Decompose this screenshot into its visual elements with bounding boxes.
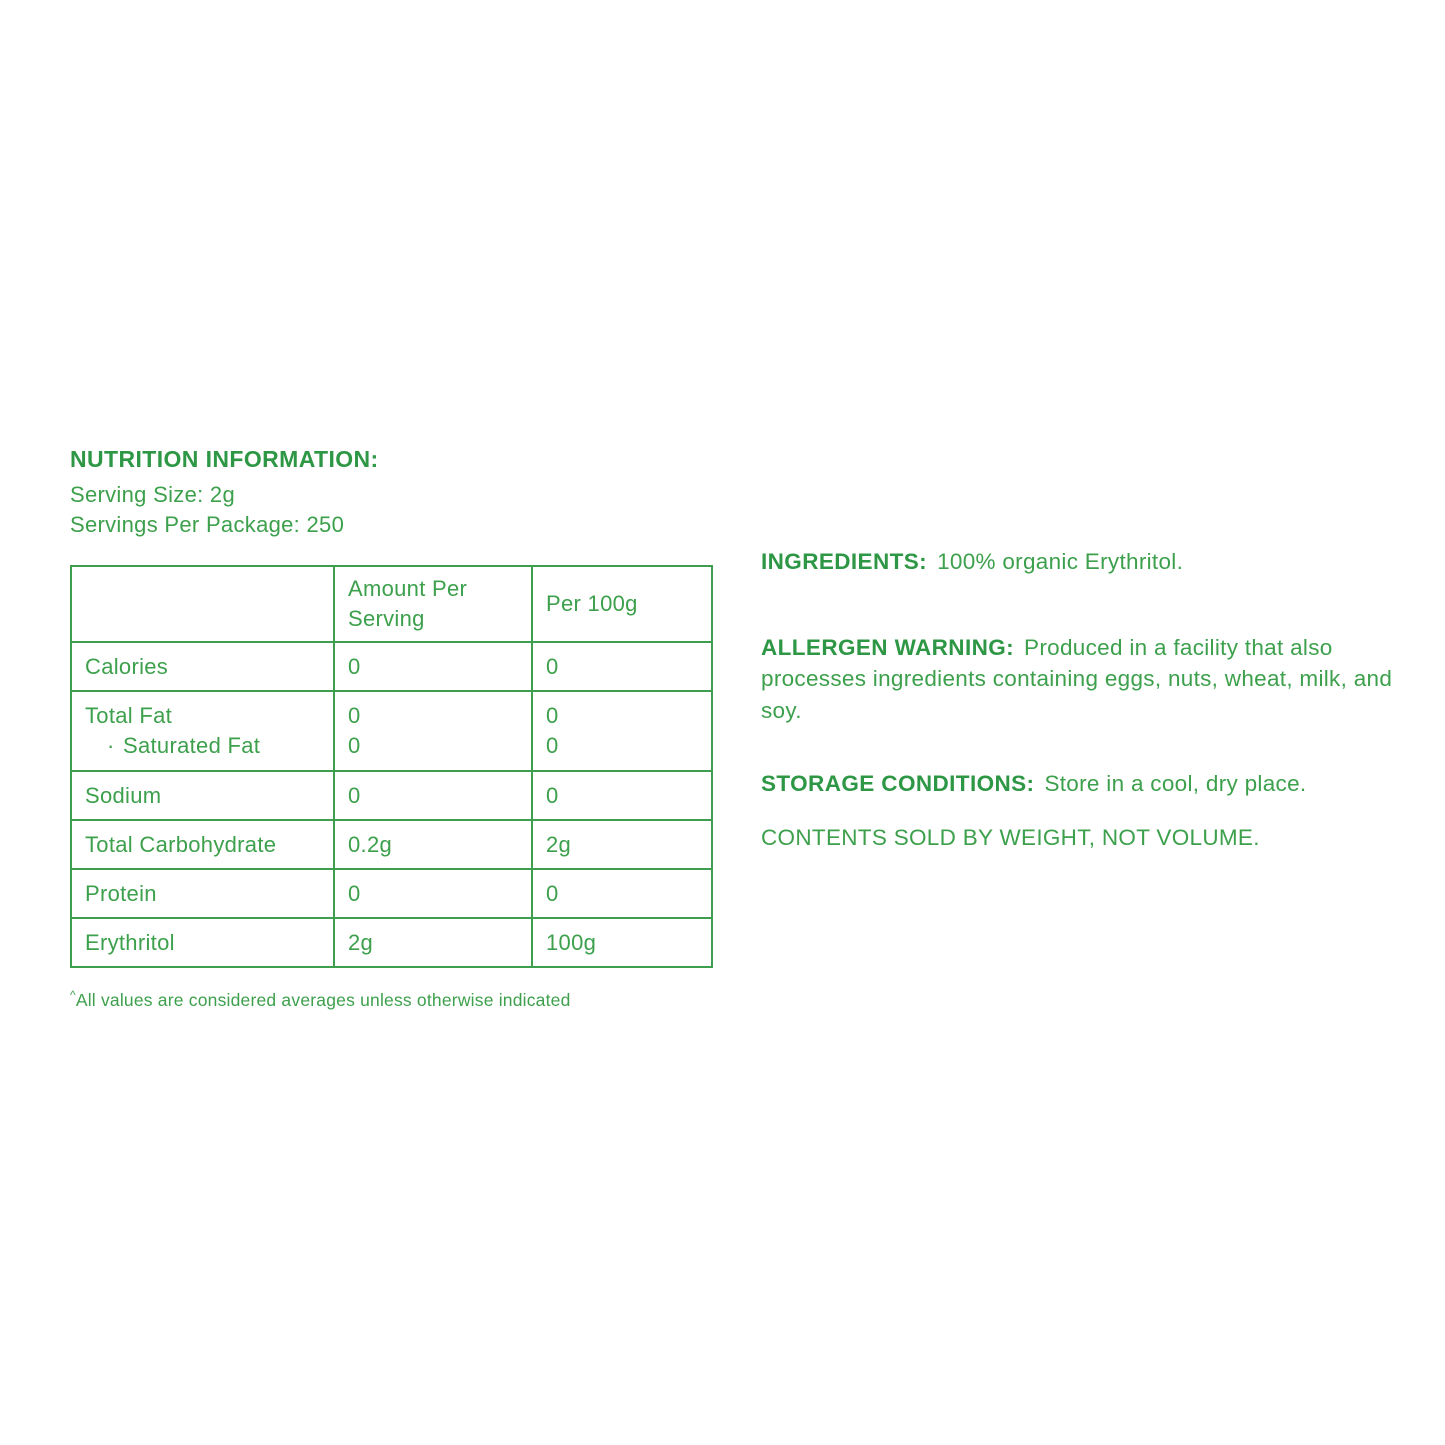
info-panel — [761, 546, 1401, 876]
allergen-block — [761, 632, 1401, 727]
storage-heading: STORAGE CONDITIONS: — [761, 771, 1035, 796]
row-sub-per100g: 0 — [546, 733, 559, 758]
row-amount: 0 — [334, 642, 532, 691]
row-per100g: 0 — [532, 869, 712, 918]
row-amount: 0 — [334, 869, 532, 918]
nutrition-panel — [70, 447, 715, 1011]
storage-block — [761, 768, 1401, 800]
row-per100g: 0 — [532, 771, 712, 820]
table-row-erythritol — [71, 918, 712, 967]
table-row-total-carbohydrate — [71, 820, 712, 869]
row-label: Calories — [71, 642, 334, 691]
header-cell-per-100g: Per 100g — [532, 566, 712, 642]
ingredients-heading: INGREDIENTS: — [761, 549, 928, 574]
nutrition-table — [70, 565, 713, 968]
allergen-heading: ALLERGEN WARNING: — [761, 634, 1015, 660]
row-label: Protein — [71, 869, 334, 918]
footnote-caret: ^ — [70, 988, 76, 1003]
table-header-row — [71, 566, 712, 642]
table-footnote — [70, 990, 715, 1011]
ingredients-block — [761, 546, 1401, 578]
row-label: Total Fat — [85, 703, 173, 728]
row-amount: 0.2g — [334, 820, 532, 869]
row-per100g: 2g — [532, 820, 712, 869]
ingredients-text: 100% organic Erythritol. — [937, 549, 1184, 574]
bullet-icon: · — [107, 733, 115, 758]
row-per100g: 100g — [532, 918, 712, 967]
allergen-text: Produced in a facility that also processes ingredients containing eggs, nuts, wheat, milk, and soy. — [761, 634, 1393, 723]
row-amount: 2g — [334, 918, 532, 967]
table-row-protein — [71, 869, 712, 918]
serving-size: Serving Size: 2g — [70, 482, 235, 507]
row-amount: 0 — [348, 703, 361, 728]
row-per100g: 0 — [546, 703, 559, 728]
table-row-total-fat — [71, 691, 712, 771]
header-cell-amount-per-serving: Amount Per Serving — [334, 566, 532, 642]
nutrition-info-title: NUTRITION INFORMATION: — [70, 446, 379, 472]
row-label: Sodium — [71, 771, 334, 820]
header-cell-empty — [71, 566, 334, 642]
row-label: Erythritol — [71, 918, 334, 967]
footnote-text: All values are considered averages unless otherwise indicated — [75, 990, 571, 1010]
row-per100g: 0 — [532, 642, 712, 691]
servings-per-package: Servings Per Package: 250 — [70, 511, 345, 537]
row-sub-label — [85, 731, 320, 761]
row-label: Total Carbohydrate — [71, 820, 334, 869]
table-row-calories — [71, 642, 712, 691]
row-amount: 0 — [334, 771, 532, 820]
sub-label-text: Saturated Fat — [123, 733, 261, 758]
contents-note: CONTENTS SOLD BY WEIGHT, NOT VOLUME. — [761, 825, 1260, 850]
storage-text: Store in a cool, dry place. — [1044, 771, 1307, 796]
row-sub-amount: 0 — [348, 733, 361, 758]
table-row-sodium — [71, 771, 712, 820]
